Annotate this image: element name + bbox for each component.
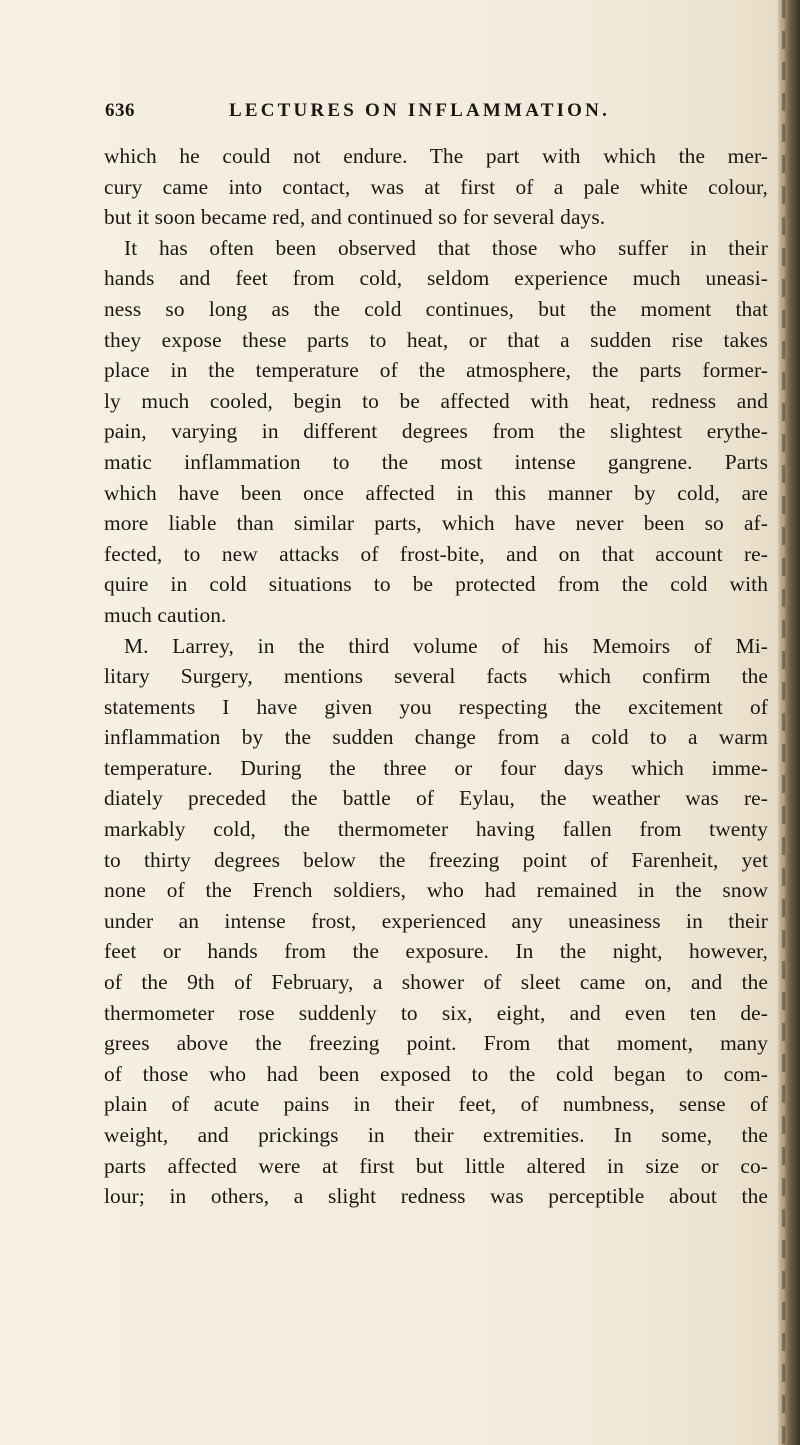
text-line: under an intense frost, experienced any uneasiness in their xyxy=(104,908,768,933)
text-line: fected, to new attacks of frost-bite, and on that account re- xyxy=(104,541,768,566)
text-line: place in the temperature of the atmosphere, the parts former- xyxy=(104,358,768,383)
text-line: ness so long as the cold continues, but the moment that xyxy=(104,296,768,321)
text-line: much caution. xyxy=(104,602,227,627)
page-header xyxy=(105,100,765,130)
text-line: matic inflammation to the most intense gangrene. Parts xyxy=(104,449,768,474)
text-line: markably cold, the thermometer having fallen from twenty xyxy=(104,817,768,842)
text-line: which have been once affected in this manner by cold, are xyxy=(104,480,768,505)
text-line: grees above the freezing point. From that moment, many xyxy=(104,1031,768,1056)
book-spine-edge xyxy=(778,0,800,1445)
text-line: hands and feet from cold, seldom experience much uneasi- xyxy=(104,266,768,291)
text-line: inflammation by the sudden change from a cold to a warm xyxy=(104,725,768,750)
text-line: of those who had been exposed to the cold began to com- xyxy=(104,1061,768,1086)
text-line: they expose these parts to heat, or that a sudden rise takes xyxy=(104,327,768,352)
text-line: statements I have given you respecting the excitement of xyxy=(104,694,768,719)
text-line: lour; in others, a slight redness was perceptible about the xyxy=(104,1184,768,1209)
text-line: thermometer rose suddenly to six, eight, and even ten de- xyxy=(104,1000,768,1025)
page-number: 636 xyxy=(105,100,135,121)
text-line: to thirty degrees below the freezing point of Farenheit, yet xyxy=(104,847,768,872)
text-line: parts affected were at first but little altered in size or co- xyxy=(104,1153,768,1178)
text-line: diately preceded the battle of Eylau, the weather was re- xyxy=(104,786,768,811)
text-line: litary Surgery, mentions several facts which confirm the xyxy=(104,664,768,689)
paragraph-start-line: M. Larrey, in the third volume of his Memoirs of Mi- xyxy=(124,633,768,658)
text-line: ly much cooled, begin to be affected with heat, redness and xyxy=(104,388,768,413)
text-line: which he could not endure. The part with which the mer- xyxy=(104,144,768,168)
text-line: of the 9th of February, a shower of sleet came on, and the xyxy=(104,970,768,995)
text-line: quire in cold situations to be protected from the cold with xyxy=(104,572,768,597)
paragraph-start-line: It has often been observed that those who suffer in their xyxy=(124,235,768,260)
text-line: weight, and prickings in their extremities. In some, the xyxy=(104,1123,768,1147)
running-title: LECTURES ON INFLAMMATION. xyxy=(229,100,611,121)
body-text xyxy=(104,141,768,1212)
text-line: none of the French soldiers, who had remained in the snow xyxy=(104,878,768,903)
text-line: more liable than similar parts, which have never been so af- xyxy=(104,511,768,536)
text-line: but it soon became red, and continued so for several days. xyxy=(104,205,606,230)
text-line: cury came into contact, was at first of a pale white colour, xyxy=(104,174,768,199)
text-line: plain of acute pains in their feet, of numbness, sense of xyxy=(104,1092,768,1117)
text-line: temperature. During the three or four days which imme- xyxy=(104,755,768,780)
text-line: pain, varying in different degrees from the slightest erythe- xyxy=(104,419,768,444)
text-line: feet or hands from the exposure. In the night, however, xyxy=(104,939,768,964)
